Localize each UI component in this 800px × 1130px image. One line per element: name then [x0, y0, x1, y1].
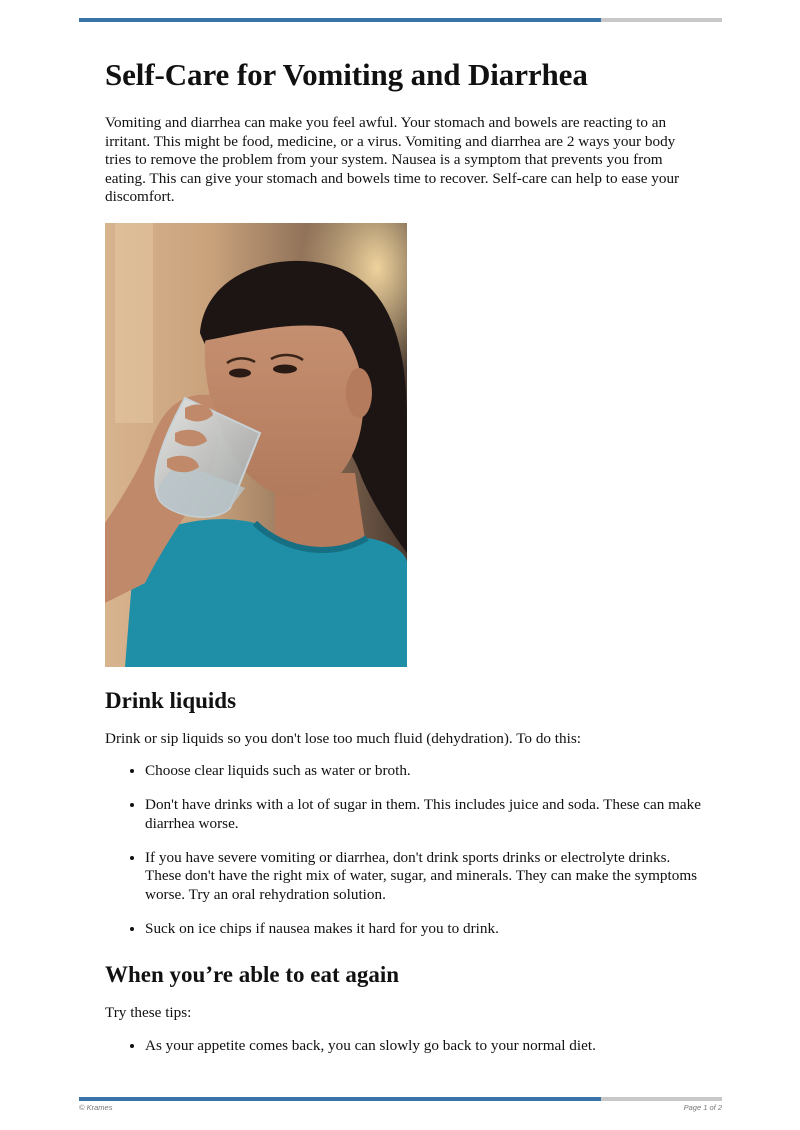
footer-rule-accent [79, 1097, 601, 1101]
list-item: • Don't have drinks with a lot of sugar in them. This includes juice and soda. These can make diarrhea worse. [145, 796, 705, 833]
eat-again-lead: Try these tips: [105, 1004, 192, 1021]
footer-copyright: © Krames [79, 1103, 113, 1112]
list-item: • If you have severe vomiting or diarrhea, don't drink sports drinks or electrolyte drinks. These don't have the right mix of water, sugar, and minerals. They can make the symptoms worse. Try an oral rehydration solution. [145, 849, 705, 905]
footer-page-number: Page 1 of 2 [683, 1103, 722, 1112]
list-item: • Choose clear liquids such as water or broth. [145, 762, 705, 781]
header-rule [79, 18, 722, 22]
footer-rule [79, 1097, 722, 1101]
document-body [105, 52, 705, 1055]
list-item: • As your appetite comes back, you can slowly go back to your normal diet. [145, 1037, 705, 1056]
intro-paragraph: Vomiting and diarrhea can make you feel awful. Your stomach and bowels are reacting to an irritant. This might be food, medicine, or a virus. Vomiting and diarrhea are 2 ways your body tries to remove the problem from your system. Nausea is a symptom that prevents you from eating. This can give your stomach and bowels time to recover. Self-care can help to ease your discomfort. [105, 114, 680, 205]
drink-liquids-list [105, 762, 705, 938]
list-item: • Suck on ice chips if nausea makes it hard for you to drink. [145, 920, 705, 939]
eat-again-list [105, 1037, 705, 1056]
section-heading-eat-again: When you’re able to eat again [105, 962, 400, 987]
header-rule-accent [79, 18, 601, 22]
section-heading-drink-liquids: Drink liquids [105, 687, 237, 713]
page-title: Self-Care for Vomiting and Diarrhea [105, 57, 588, 92]
drink-liquids-lead: Drink or sip liquids so you don't lose too much fluid (dehydration). To do this: [105, 729, 581, 747]
woman-drinking-water-photo [105, 223, 407, 667]
